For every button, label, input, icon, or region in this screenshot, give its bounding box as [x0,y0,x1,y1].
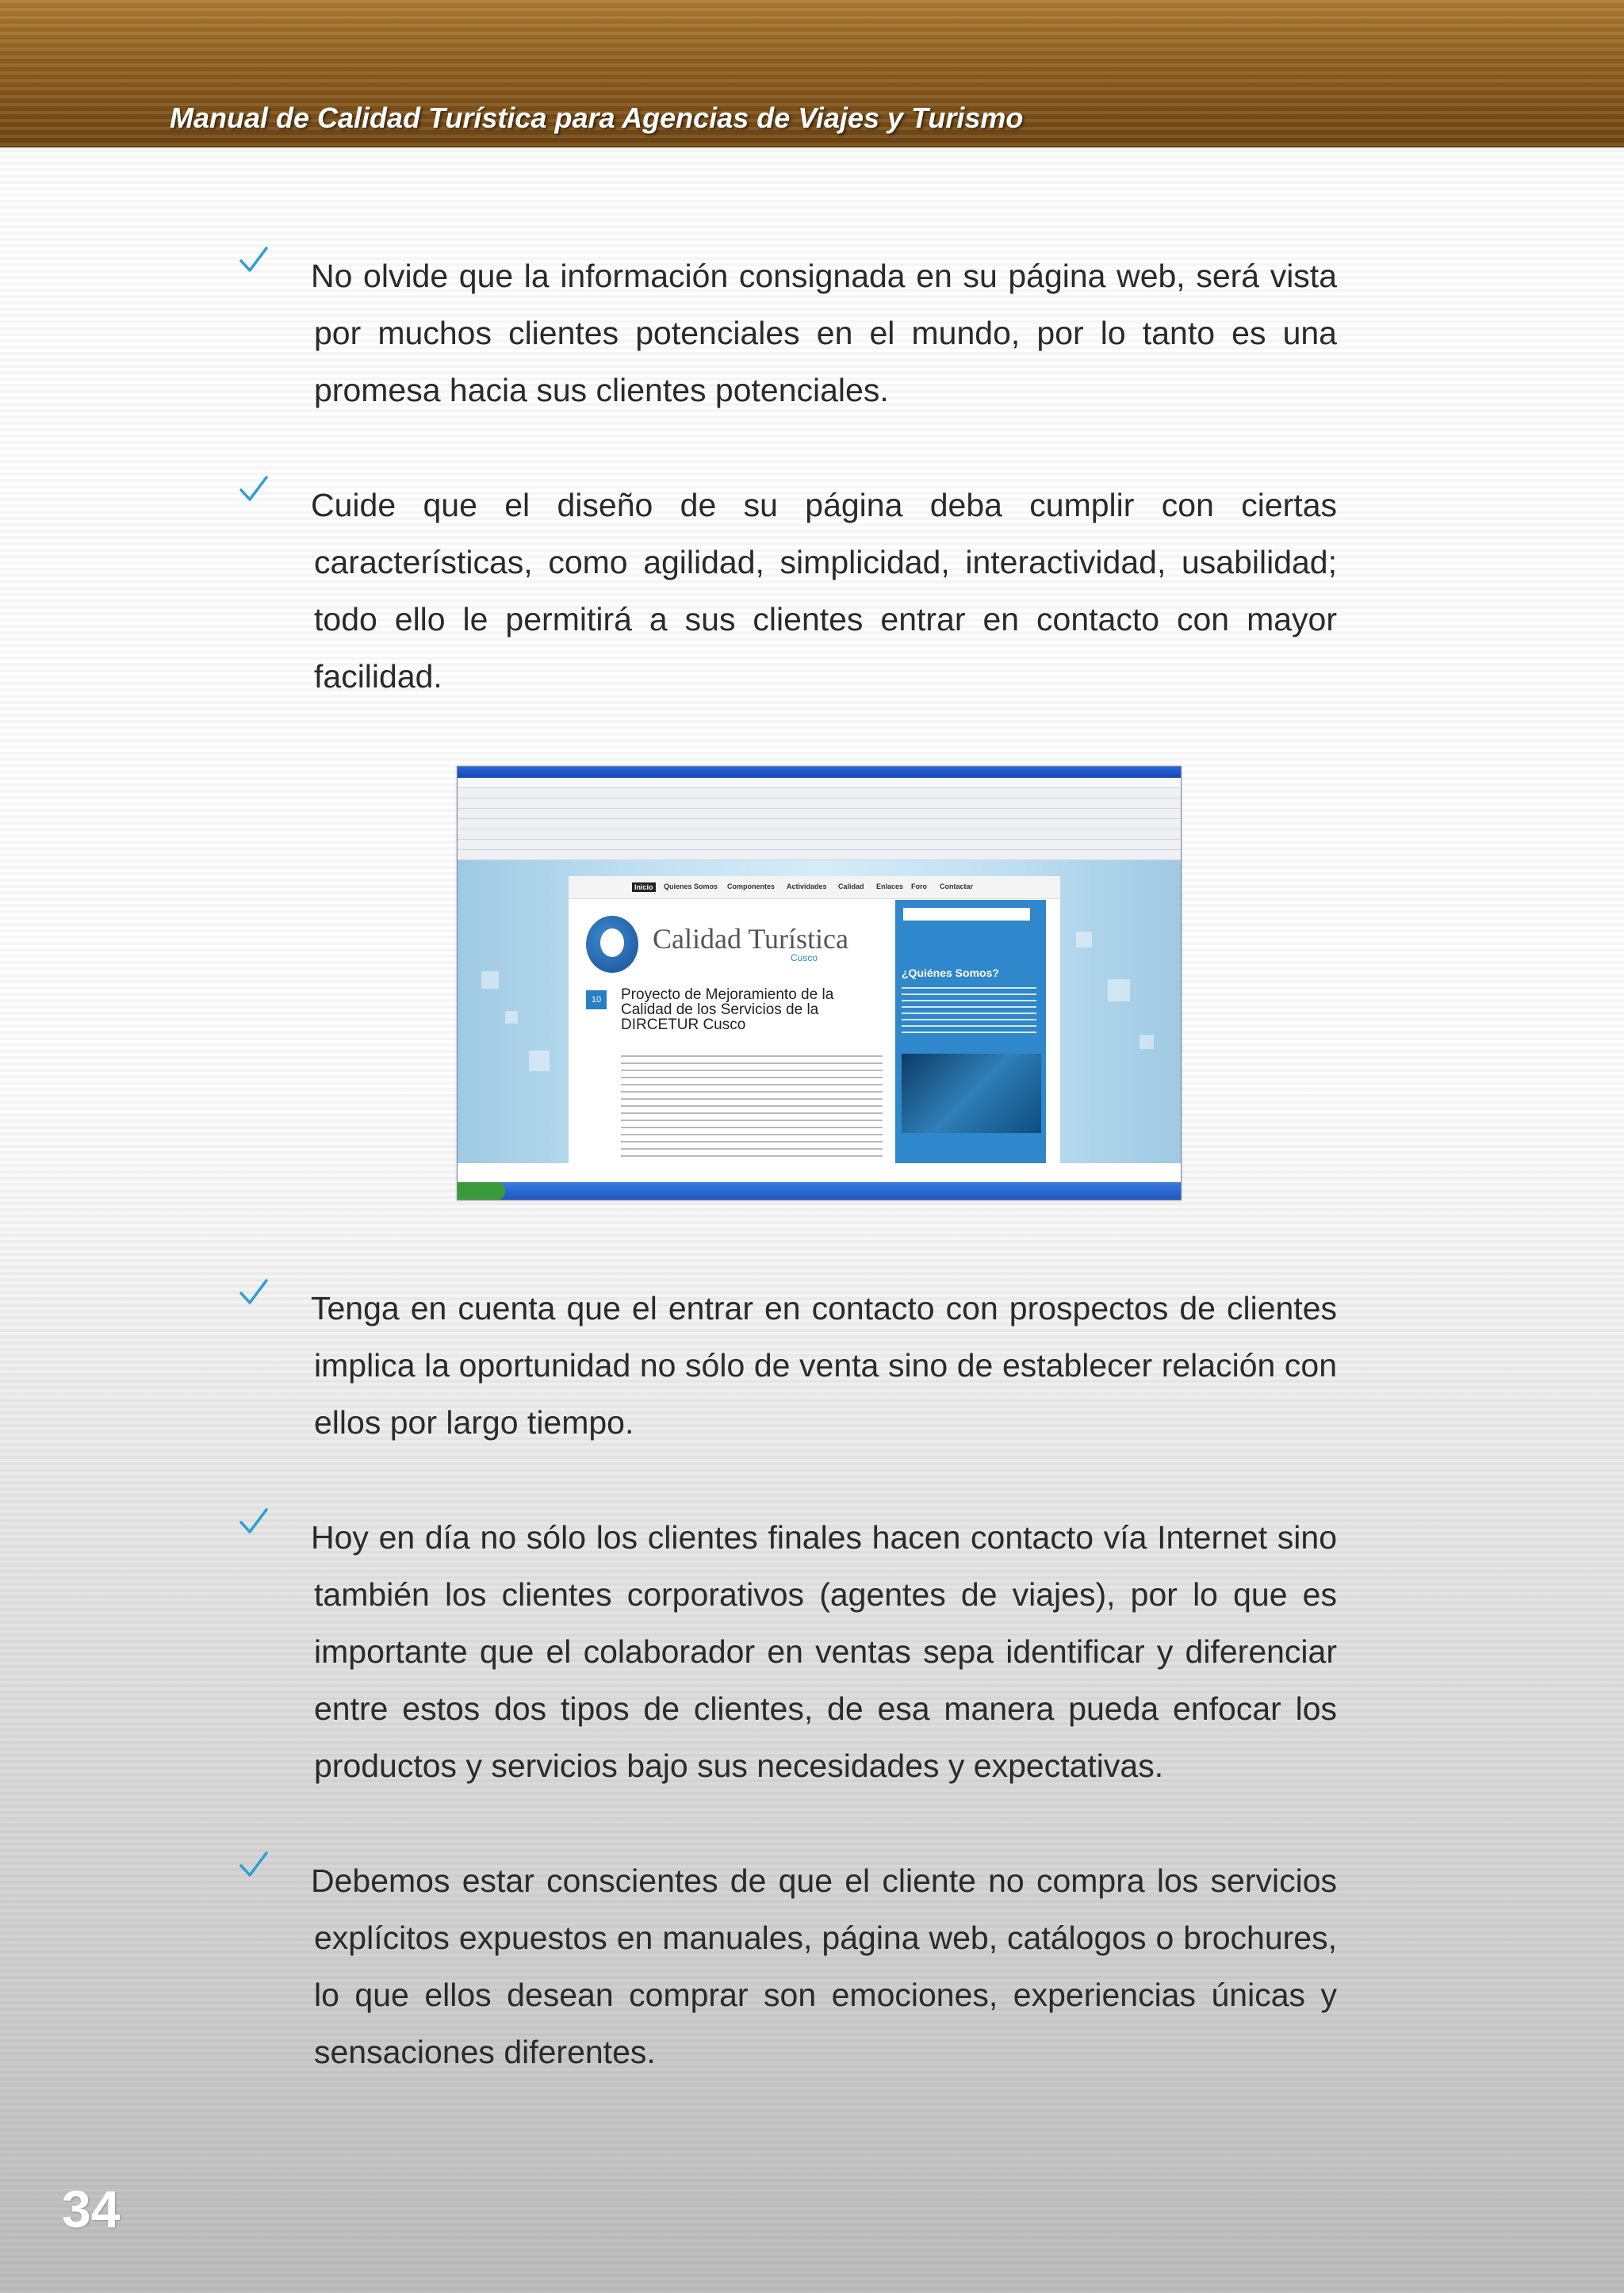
list-item [238,247,1340,419]
list-item-text: Hoy en día no sólo los clientes finales hacen contacto vía Internet sino también los clientes corporativos (agentes de viajes), por lo que es importante que el colaborador en ventas sepa identificar y diferenciar entre estos dos tipos de clientes, de esa manera pueda enfocar los productos y servicios bajo sus necesidades y expectativas. [311,1519,1337,1784]
nav-item: Quienes Somos [664,882,718,890]
nav-item: Inicio [632,882,656,892]
browser-toolbar [458,850,1181,860]
browser-toolbar [458,829,1181,840]
checkmark-icon [238,1277,270,1308]
post-body-lines [621,1055,883,1158]
browser-menu-bar [458,788,1181,798]
list-item-text: Tenga en cuenta que el entrar en contacto con prospectos de clientes implica la oportunidad no sólo de venta sino de establecer relación con ellos por largo tiempo. [311,1290,1337,1441]
checkmark-icon [238,473,270,505]
nav-item: Componentes [727,882,776,890]
windows-taskbar [458,1182,1181,1200]
logo-icon [586,916,638,973]
list-item [238,1280,1340,1451]
header-band [0,0,1624,147]
website-sidebar [895,900,1046,1163]
website-content [569,876,1060,1163]
website-screenshot-image [457,766,1182,1200]
list-item-text: Debemos estar conscientes de que el cliente no compra los servicios explícitos expuestos en manuales, página web, catálogos o brochures, lo que ellos desean comprar son emociones, experiencias únicas y sensaciones diferentes. [311,1862,1337,2070]
nav-item: Calidad [838,882,864,890]
list-item-text: No olvide que la información consignada en su página web, será vista por muchos clientes potenciales en el mundo, por lo tanto es una promesa hacia sus clientes potenciales. [311,258,1337,408]
browser-tab-row [458,819,1181,829]
browser-toolbar [458,809,1181,819]
header-title: Manual de Calidad Turística para Agencias de Viajes y Turismo [170,101,1024,134]
nav-item: Contactar [940,882,974,890]
logo-text: Calidad Turística [653,923,849,955]
sidebar-award-image [902,1054,1041,1133]
checkmark-icon [238,1506,270,1537]
list-item [238,1852,1340,2081]
browser-address-bar [458,778,1181,788]
website-nav [569,876,1060,899]
post-title: Proyecto de Mejoramiento de la Calidad de los Servicios de la DIRCETUR Cusco [621,986,834,1033]
logo-subtitle: Cusco [791,952,818,963]
website-page [458,860,1181,1163]
post-date: 10 [586,990,607,1009]
browser-toolbar [458,840,1181,850]
list-item-text: Cuide que el diseño de su página deba cumplir con ciertas características, como agilidad, simplicidad, interactividad, usabilidad; todo ello le permitirá a sus clientes entrar en contacto con mayor facilidad. [311,487,1337,695]
browser-toolbar [458,798,1181,809]
checkmark-icon [238,1849,270,1881]
start-button [458,1182,505,1200]
list-item [238,1509,1340,1794]
page-number: 34 [62,2180,121,2238]
nav-item: Enlaces [876,882,904,890]
list-item [238,477,1340,705]
sidebar-text-lines [902,987,1036,1035]
nav-item: Actividades [787,882,827,890]
checkmark-icon [238,244,270,276]
browser-titlebar [458,767,1181,778]
sidebar-heading: ¿Quiénes Somos? [902,967,999,979]
sidebar-search [903,908,1030,921]
nav-item: Foro [911,882,927,890]
